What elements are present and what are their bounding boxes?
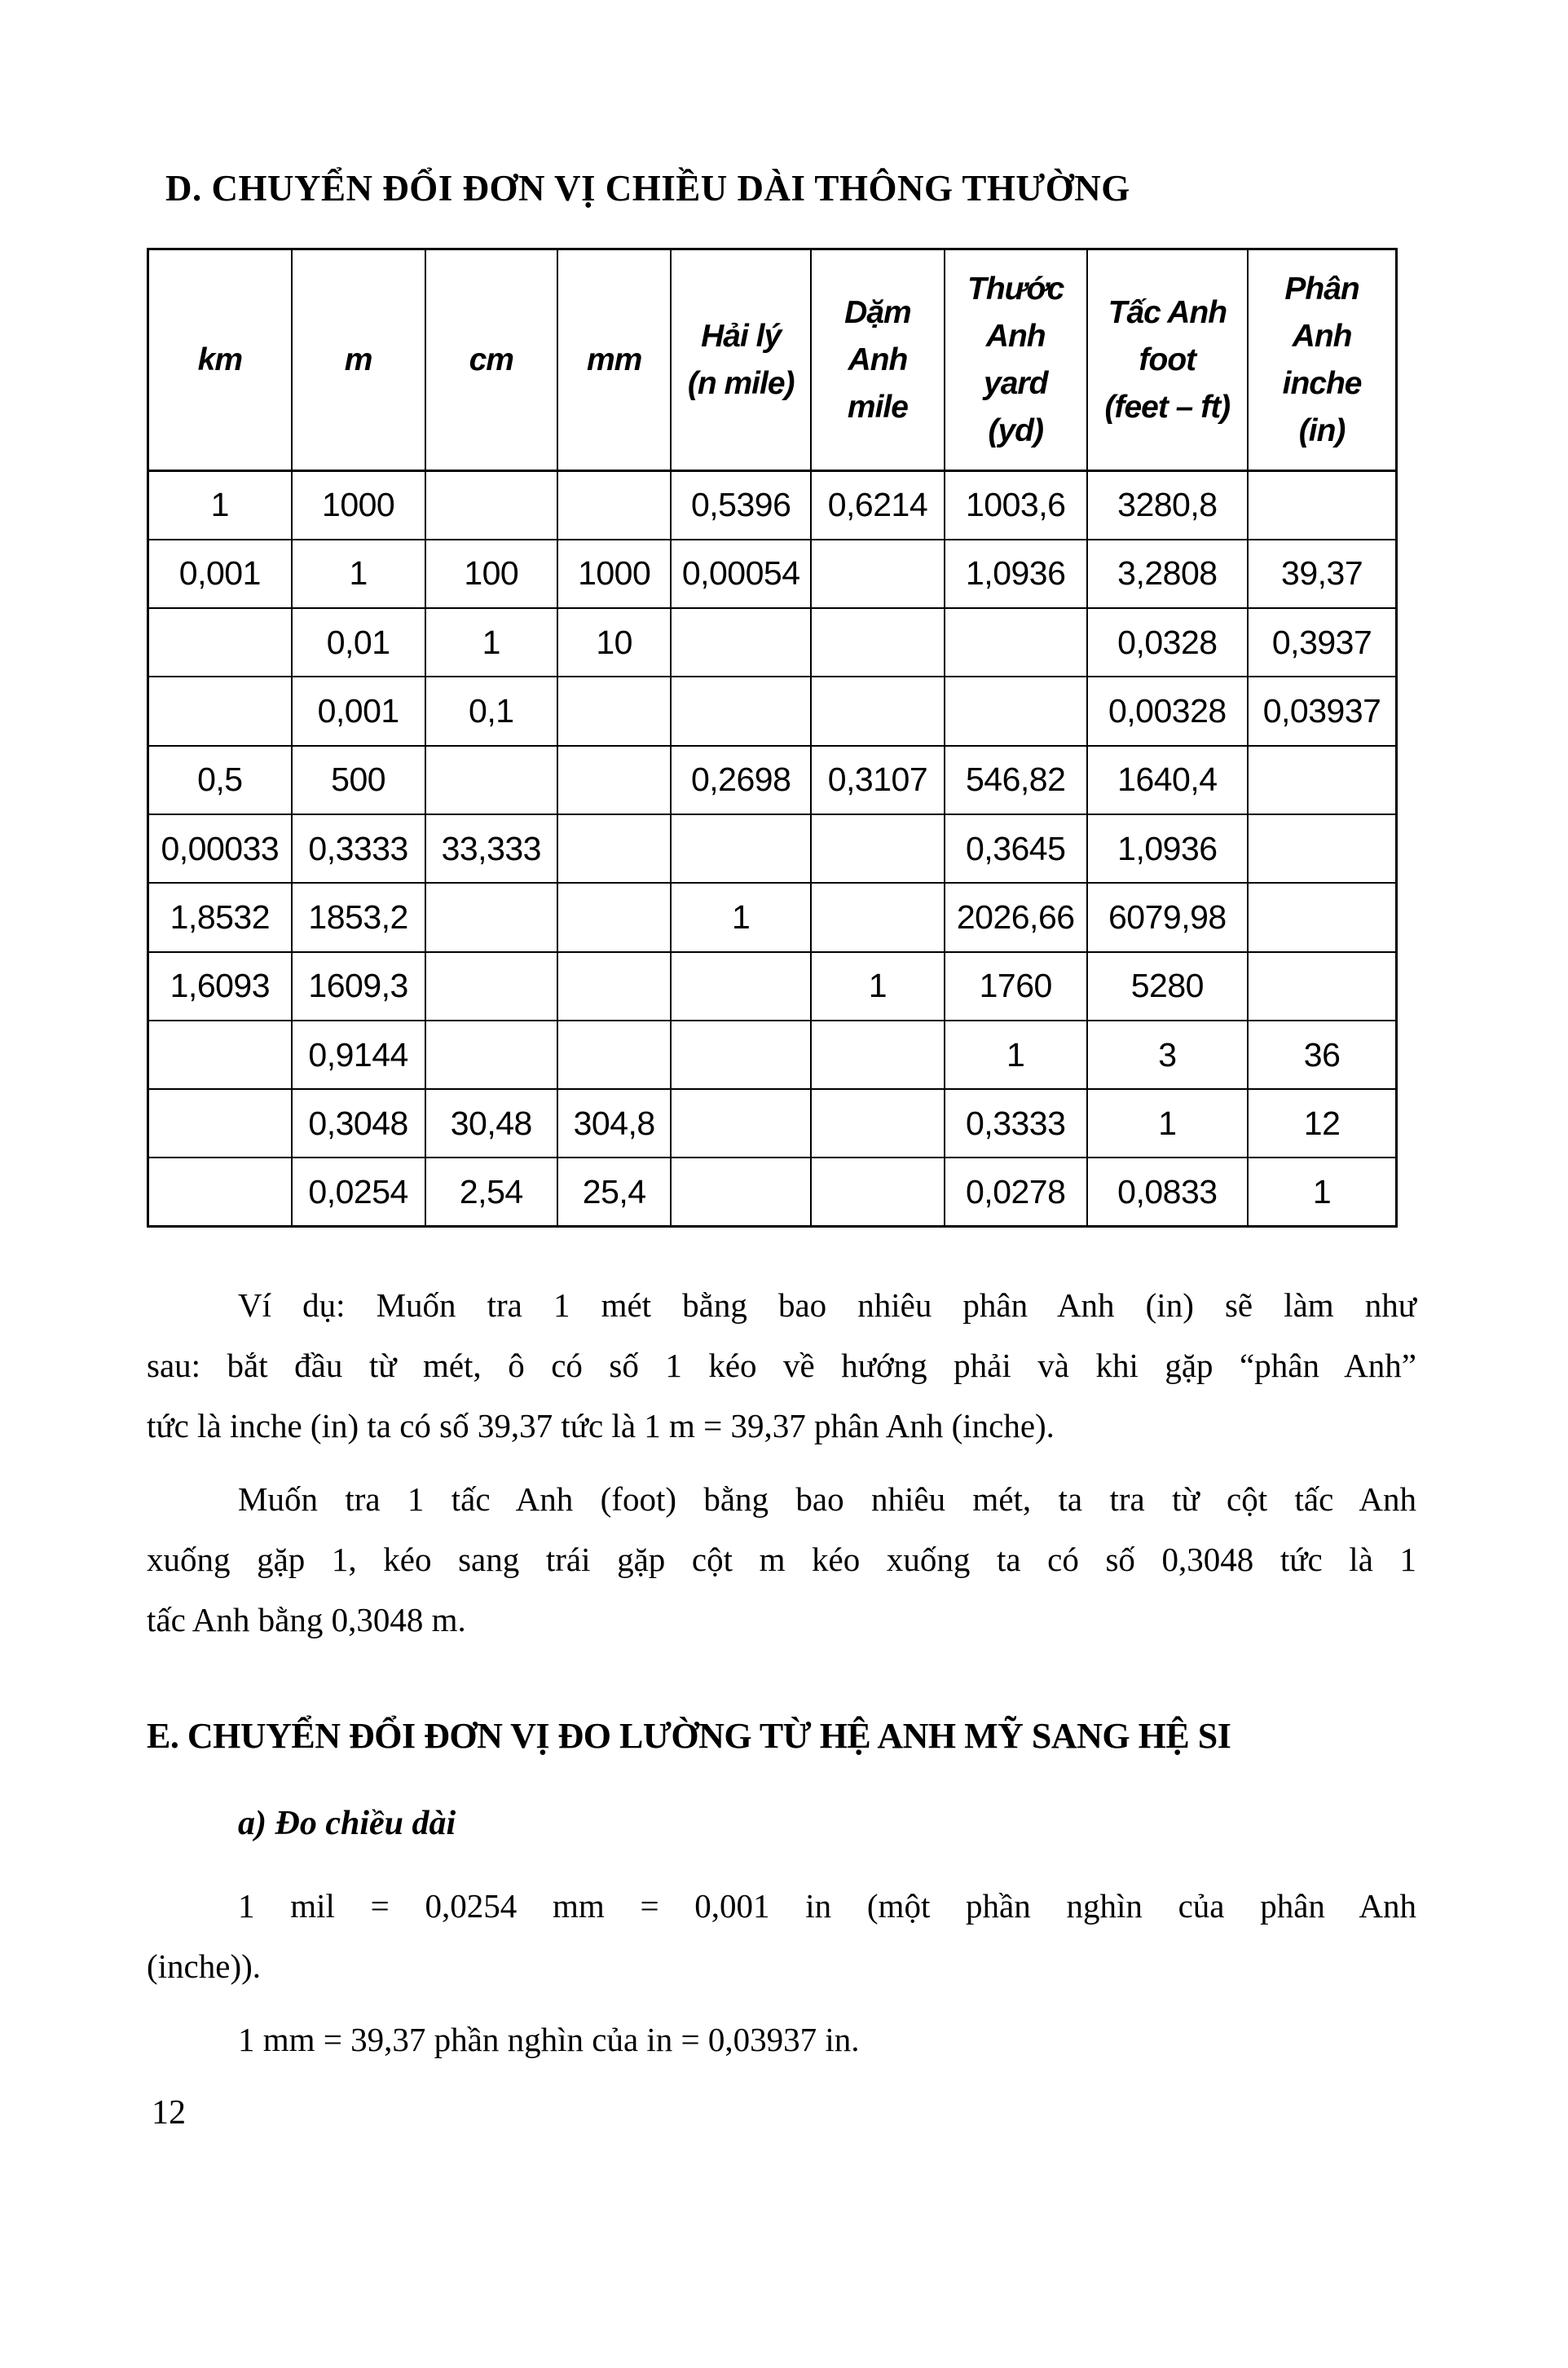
table-cell: [557, 814, 671, 883]
table-cell: 0,01: [292, 608, 425, 677]
table-row: [148, 540, 1397, 608]
table-cell: 0,00054: [671, 540, 811, 608]
text-line: Ví dụ: Muốn tra 1 mét bằng bao nhiêu phân Anh (in) sẽ làm như: [238, 1286, 1416, 1325]
table-cell: [425, 952, 557, 1021]
table-cell: [811, 677, 945, 745]
table-row: [148, 677, 1397, 745]
header-line: foot: [1139, 342, 1196, 377]
table-cell: 3280,8: [1087, 471, 1249, 540]
table-cell: [557, 471, 671, 540]
table-cell: [557, 952, 671, 1021]
table-cell: 0,3107: [811, 746, 945, 814]
table-cell: 30,48: [425, 1089, 557, 1158]
header-line: Phân: [1284, 271, 1359, 306]
column-header-mm: [557, 249, 671, 471]
table-cell: 1: [425, 608, 557, 677]
table-cell: 0,3048: [292, 1089, 425, 1158]
header-line: Tấc Anh: [1108, 294, 1227, 330]
table-cell: 39,37: [1248, 540, 1396, 608]
table-cell: 0,3333: [945, 1089, 1087, 1158]
table-cell: 1,8532: [148, 883, 292, 951]
table-row: [148, 746, 1397, 814]
table-cell: 0,03937: [1248, 677, 1396, 745]
table-cell: [945, 608, 1087, 677]
column-header-d-m: [811, 249, 945, 471]
table-cell: 1,0936: [1087, 814, 1249, 883]
table-cell: 1609,3: [292, 952, 425, 1021]
table-cell: 546,82: [945, 746, 1087, 814]
table-cell: [425, 746, 557, 814]
table-row: [148, 608, 1397, 677]
table-cell: 1,6093: [148, 952, 292, 1021]
page-number: 12: [152, 2094, 186, 2132]
table-cell: [811, 1089, 945, 1158]
table-row: [148, 952, 1397, 1021]
table-cell: 1: [1087, 1089, 1249, 1158]
table-cell: 100: [425, 540, 557, 608]
header-line: Anh: [985, 318, 1046, 354]
header-line: inche: [1282, 365, 1362, 401]
header-line: (in): [1298, 412, 1346, 448]
text-line: sau: bắt đầu từ mét, ô có số 1 kéo về hướng phải và khi gặp “phân Anh”: [147, 1347, 1416, 1385]
table-row: [148, 471, 1397, 540]
column-header-cm: [425, 249, 557, 471]
mil-conversion-paragraph: [147, 1876, 1416, 1996]
table-header: [148, 249, 1397, 471]
table-cell: 0,2698: [671, 746, 811, 814]
text-line: 1 mil = 0,0254 mm = 0,001 in (một phần nghìn của phân Anh: [238, 1887, 1416, 1925]
table-cell: [671, 608, 811, 677]
table-cell: 6079,98: [1087, 883, 1249, 951]
table-cell: 1: [945, 1021, 1087, 1089]
table-cell: [671, 1089, 811, 1158]
table-row: [148, 1089, 1397, 1158]
table-cell: [425, 883, 557, 951]
text-line: (inche)).: [147, 1947, 261, 1986]
table-cell: 2026,66: [945, 883, 1087, 951]
table-cell: 1: [148, 471, 292, 540]
table-cell: [557, 677, 671, 745]
header-line: Hải lý: [701, 318, 782, 354]
table-cell: 33,333: [425, 814, 557, 883]
table-cell: [1248, 952, 1396, 1021]
header-line: (feet – ft): [1104, 389, 1231, 425]
table-cell: 0,3645: [945, 814, 1087, 883]
table-cell: 1: [811, 952, 945, 1021]
table-cell: [425, 471, 557, 540]
column-header-th-c: [945, 249, 1087, 471]
table-cell: 3,2808: [1087, 540, 1249, 608]
table-cell: 1000: [557, 540, 671, 608]
mm-conversion-paragraph: [147, 2009, 1416, 2070]
table-cell: [671, 952, 811, 1021]
table-cell: 1853,2: [292, 883, 425, 951]
header-line: m: [344, 342, 372, 377]
table-cell: 0,00328: [1087, 677, 1249, 745]
table-cell: 1640,4: [1087, 746, 1249, 814]
header-line: cm: [469, 342, 513, 377]
column-header-t-c-anh: [1087, 249, 1249, 471]
table-cell: 0,3333: [292, 814, 425, 883]
text-line: xuống gặp 1, kéo sang trái gặp cột m kéo xuống ta có số 0,3048 tức là 1: [147, 1541, 1416, 1579]
text-line: tấc Anh bằng 0,3048 m.: [147, 1601, 466, 1639]
example-paragraph-1: [147, 1275, 1416, 1456]
table-cell: 0,001: [148, 540, 292, 608]
header-line: mm: [587, 342, 642, 377]
table-cell: [148, 608, 292, 677]
table-cell: 0,1: [425, 677, 557, 745]
table-row: [148, 883, 1397, 951]
table-cell: 0,3937: [1248, 608, 1396, 677]
table-cell: [671, 677, 811, 745]
table-cell: 1: [292, 540, 425, 608]
table-cell: [671, 1021, 811, 1089]
table-cell: 1,0936: [945, 540, 1087, 608]
table-cell: 10: [557, 608, 671, 677]
header-line: (n mile): [687, 365, 795, 401]
table-cell: [811, 883, 945, 951]
table-cell: 0,00033: [148, 814, 292, 883]
table-row: [148, 1021, 1397, 1089]
table-cell: [811, 1158, 945, 1226]
section-e-title: E. CHUYỂN ĐỔI ĐƠN VỊ ĐO LƯỜNG TỪ HỆ ANH MỸ SANG HỆ SI: [147, 1716, 1231, 1757]
table-cell: 0,001: [292, 677, 425, 745]
header-line: Dặm: [844, 294, 911, 330]
table-cell: [148, 677, 292, 745]
table-cell: [1248, 883, 1396, 951]
table-cell: 12: [1248, 1089, 1396, 1158]
header-line: km: [197, 342, 243, 377]
table-cell: 304,8: [557, 1089, 671, 1158]
table-cell: 2,54: [425, 1158, 557, 1226]
table-cell: [557, 1021, 671, 1089]
text-line: tức là inche (in) ta có số 39,37 tức là 1 m = 39,37 phân Anh (inche).: [147, 1407, 1055, 1445]
table-cell: 1003,6: [945, 471, 1087, 540]
table-cell: [557, 746, 671, 814]
header-line: Anh: [1292, 318, 1352, 354]
column-header-m: [292, 249, 425, 471]
header-line: mile: [847, 389, 908, 425]
text-line: Muốn tra 1 tấc Anh (foot) bằng bao nhiêu mét, ta tra từ cột tấc Anh: [238, 1480, 1416, 1519]
table-cell: [1248, 814, 1396, 883]
table-cell: [148, 1089, 292, 1158]
table-cell: [1248, 746, 1396, 814]
header-line: yard: [984, 365, 1048, 401]
table-cell: [811, 814, 945, 883]
table-row: [148, 814, 1397, 883]
table-cell: 0,0833: [1087, 1158, 1249, 1226]
table-cell: 1: [671, 883, 811, 951]
table-cell: 1: [1248, 1158, 1396, 1226]
table-cell: 0,0278: [945, 1158, 1087, 1226]
table-cell: 36: [1248, 1021, 1396, 1089]
column-header-ph-n: [1248, 249, 1396, 471]
column-header-h-i-l-: [671, 249, 811, 471]
header-line: Thước: [967, 271, 1064, 306]
header-line: (yd): [988, 412, 1043, 448]
table-cell: 0,5396: [671, 471, 811, 540]
table-cell: [671, 1158, 811, 1226]
text-line: 1 mm = 39,37 phần nghìn của in = 0,03937 in.: [238, 2021, 860, 2059]
table-cell: 0,9144: [292, 1021, 425, 1089]
table-cell: 0,5: [148, 746, 292, 814]
table-cell: [1248, 471, 1396, 540]
table-cell: 5280: [1087, 952, 1249, 1021]
table-cell: 0,0254: [292, 1158, 425, 1226]
header-line: Anh: [848, 342, 908, 377]
table-cell: 0,6214: [811, 471, 945, 540]
table-cell: 25,4: [557, 1158, 671, 1226]
table-cell: [671, 814, 811, 883]
table-cell: 500: [292, 746, 425, 814]
table-cell: [425, 1021, 557, 1089]
table-cell: [148, 1021, 292, 1089]
table-cell: 1000: [292, 471, 425, 540]
table-cell: [945, 677, 1087, 745]
column-header-km: [148, 249, 292, 471]
table-cell: 3: [1087, 1021, 1249, 1089]
table-cell: 0,0328: [1087, 608, 1249, 677]
table-body: [148, 471, 1397, 1227]
table-row: [148, 1158, 1397, 1226]
table-cell: [811, 540, 945, 608]
table-cell: [557, 883, 671, 951]
example-paragraph-2: [147, 1469, 1416, 1650]
length-conversion-table: [147, 248, 1398, 1228]
table-cell: [811, 1021, 945, 1089]
table-cell: [148, 1158, 292, 1226]
table-header-row: [148, 249, 1397, 471]
section-d-title: D. CHUYỂN ĐỔI ĐƠN VỊ CHIỀU DÀI THÔNG THƯỜNG: [165, 168, 1130, 209]
table-cell: [811, 608, 945, 677]
table-cell: 1760: [945, 952, 1087, 1021]
subsection-a-title: a) Đo chiều dài: [238, 1805, 456, 1843]
